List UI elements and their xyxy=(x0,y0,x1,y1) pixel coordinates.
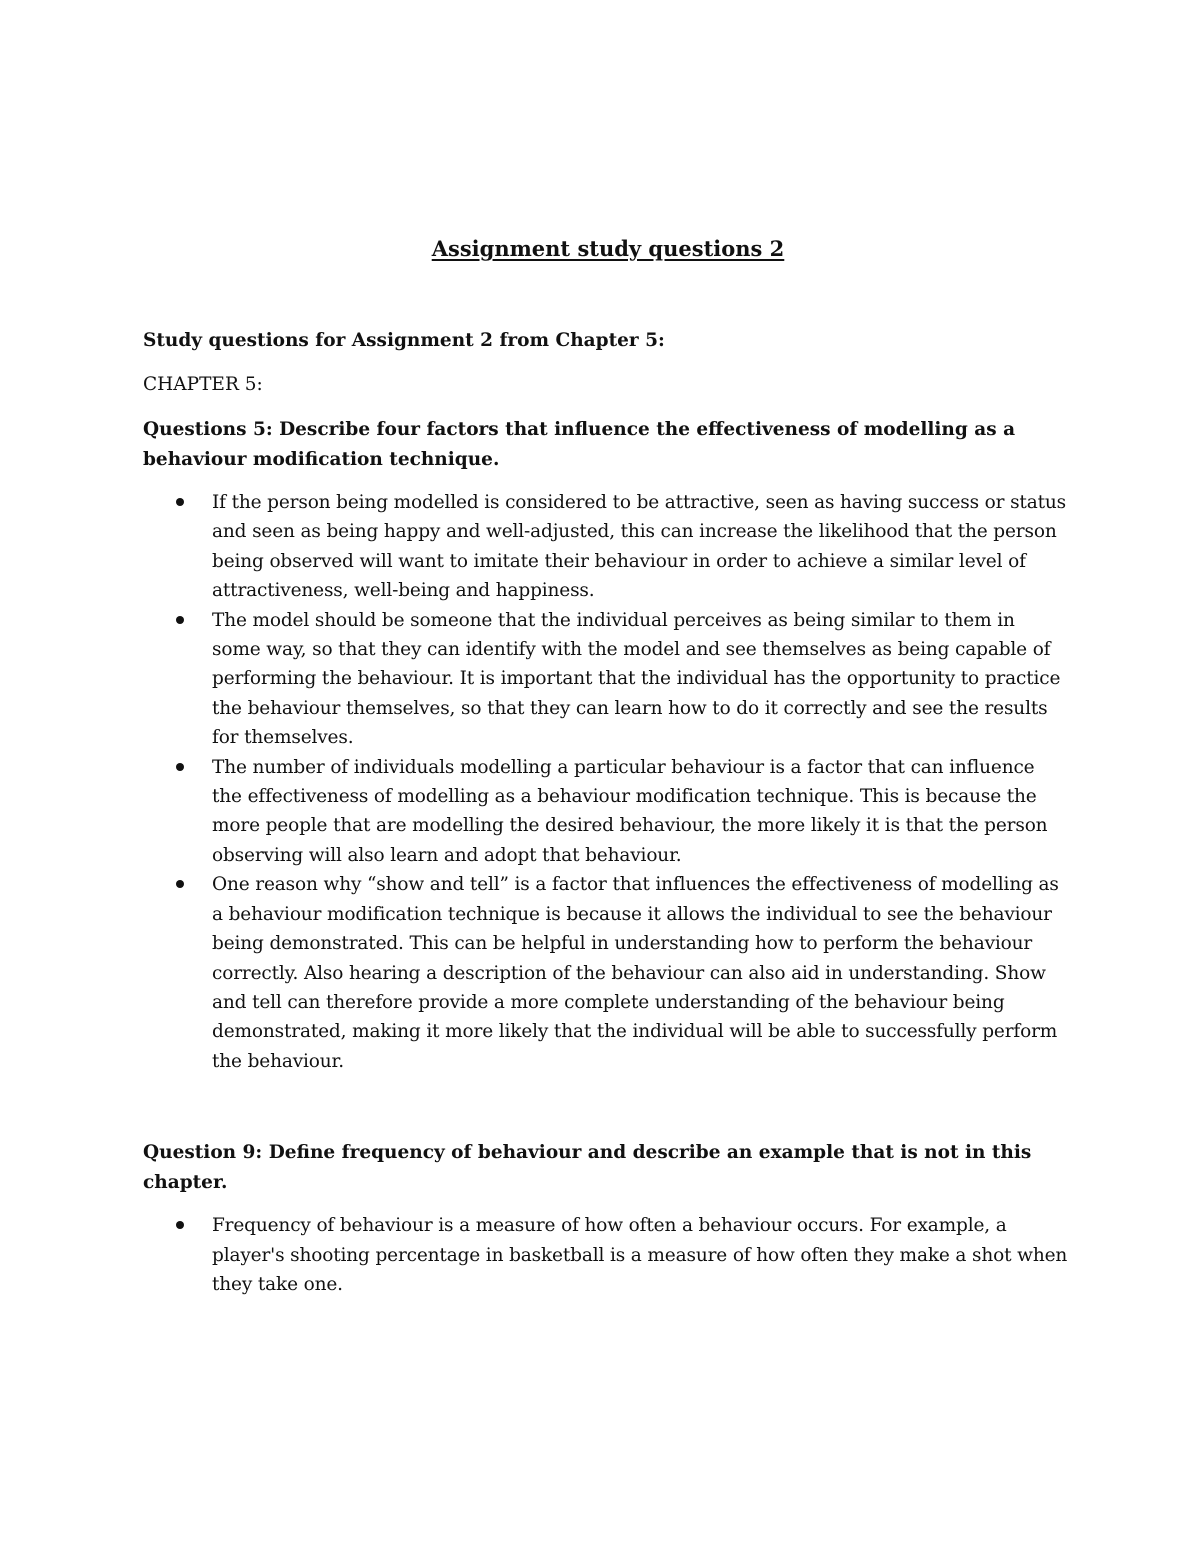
question-9-prompt: Question 9: Define frequency of behaviour and describe an example that is not in this chapter. xyxy=(143,1142,1032,1193)
answer-item xyxy=(143,488,1068,606)
question-9-answers xyxy=(143,1211,1068,1299)
bullet-icon xyxy=(176,880,184,888)
document-body xyxy=(143,326,1068,1299)
answer-text: Frequency of behaviour is a measure of how often a behaviour occurs. For example, a player's shooting percentage in basketball is a measure of how often they make a shot when they take one. xyxy=(212,1215,1068,1295)
answer-item xyxy=(143,1211,1068,1299)
document-title: Assignment study questions 2 xyxy=(431,236,785,261)
chapter-label: CHAPTER 5: xyxy=(143,374,263,395)
question-5-answers xyxy=(143,488,1068,1076)
answer-item xyxy=(143,753,1068,871)
bullet-icon xyxy=(176,616,184,624)
answer-text: One reason why “show and tell” is a factor that influences the effectiveness of modelling as a behaviour modification technique is because it allows the individual to see the behaviour being demonstrated. This can be helpful in understanding how to perform the behaviour correctly. Also hearing a description of the behaviour can also aid in understanding. Show and tell can therefore provide a more complete understanding of the behaviour being demonstrated, making it more likely that the individual will be able to successfully perform the behaviour. xyxy=(212,874,1059,1072)
answer-text: The number of individuals modelling a particular behaviour is a factor that can influence the effectiveness of modelling as a behaviour modification technique. This is because the more people that are modelling the desired behaviour, the more likely it is that the person observing will also learn and adopt that behaviour. xyxy=(212,756,1048,866)
bullet-icon xyxy=(176,1221,184,1229)
bullet-icon xyxy=(176,498,184,506)
answer-text: If the person being modelled is considered to be attractive, seen as having success or status and seen as being happy and well-adjusted, this can increase the likelihood that the person being observed will want to imitate their behaviour in order to achieve a similar level of attractiveness, well-being and happiness. xyxy=(212,492,1066,602)
bullet-icon xyxy=(176,763,184,771)
subheading: Study questions for Assignment 2 from Chapter 5: xyxy=(143,330,665,351)
answer-item xyxy=(143,870,1068,1076)
answer-text: The model should be someone that the individual perceives as being similar to them in some way, so that they can identify with the model and see themselves as being capable of performing the behaviour. It is important that the individual has the opportunity to practice the behaviour themselves, so that they can learn how to do it correctly and see the results for themselves. xyxy=(212,609,1061,749)
question-5-prompt: Questions 5: Describe four factors that influence the effectiveness of modelling as a behaviour modification technique. xyxy=(143,419,1016,470)
answer-item xyxy=(143,606,1068,753)
